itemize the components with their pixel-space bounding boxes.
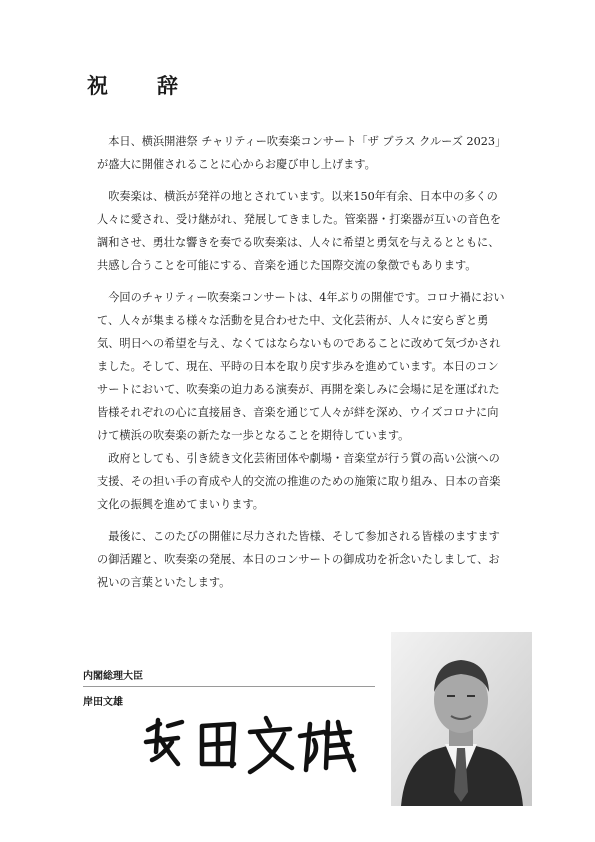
- paragraph-closing: 最後に、このたびの開催に尽力された皆様、そして参加される皆様のますますの御活躍と、吹奏楽の発展、本日のコンサートの御成功を祈念いたしまして、お祝いの言葉といたします。: [97, 530, 500, 589]
- signatory-block: [83, 667, 375, 708]
- message-body: [97, 130, 507, 603]
- paragraph-opening: 本日、横浜開港祭 チャリティー吹奏楽コンサート「ザ ブラス クルーズ 2023」が盛大に開催されることに心からお慶び申し上げます。: [97, 135, 507, 171]
- signatory-position: 内閣総理大臣: [83, 667, 375, 687]
- portrait-photo: [391, 632, 532, 806]
- signatory-name: 岸田文雄: [83, 697, 123, 708]
- paragraph-government: 政府としても、引き続き文化芸術団体や劇場・音楽堂が行う質の高い公演への支援、その担い手の育成や人的交流の推進のための施策に取り組み、日本の音楽文化の振興を進めてまいります。: [97, 452, 501, 511]
- handwritten-signature: [138, 712, 358, 782]
- paragraph-history: 吹奏楽は、横浜が発祥の地とされています。以来150年有余、日本中の多くの人々に愛され、受け継がれ、発展してきました。管楽器・打楽器が互いの音色を調和させ、勇壮な響きを奏でる吹奏楽は、人々に希望と勇気を与えるとともに、共感し合うことを可能にする、音楽を通じた国際交流の象徴でもあります。: [97, 190, 502, 272]
- paragraph-concert: 今回のチャリティー吹奏楽コンサートは、4年ぶりの開催です。コロナ禍において、人々が集まる様々な活動を見合わせた中、文化芸術が、人々に安らぎと勇気、明日への希望を与え、なくてはならないものであることに改めて気づかされました。そして、現在、平時の日本を取り戻す歩みを進めています。本日のコンサートにおいて、吹奏楽の迫力ある演奏が、再開を楽しみに会場に足を運ばれた皆様それぞれの心に直接届き、音楽を通じて人々が絆を深め、ウイズコロナに向けて横浜の吹奏楽の新たな一歩となることを期待しています。: [97, 291, 505, 442]
- document-title: 祝 辞: [87, 73, 192, 98]
